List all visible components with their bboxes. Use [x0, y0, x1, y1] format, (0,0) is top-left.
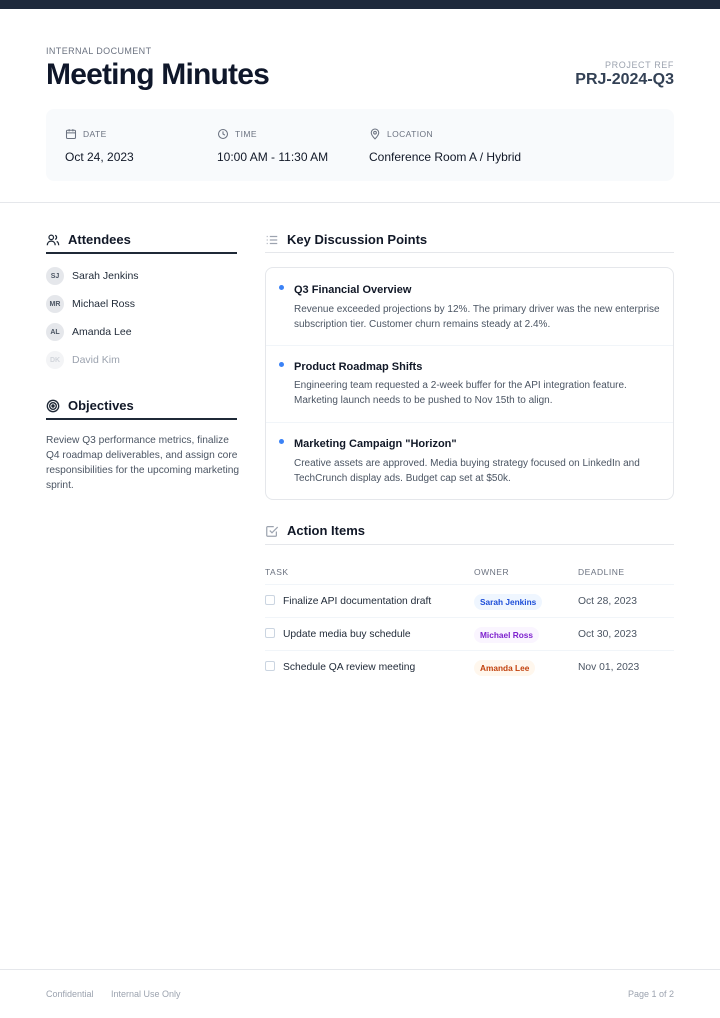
objectives-text: Review Q3 performance metrics, finalize Q4 roadmap deliverables, and assign core responsibilities for the upcoming marketing sprint. — [46, 435, 240, 491]
project-ref-value: PRJ-2024-Q3 — [575, 71, 674, 88]
point-title: Product Roadmap Shifts — [294, 361, 423, 373]
objectives-heading — [46, 398, 134, 413]
discussion-heading — [265, 232, 427, 247]
calendar-icon — [65, 128, 77, 140]
point-body: Revenue exceeded projections by 12%. The primary driver was the new enterprise subscription tier. Customer churn remains steady at 2.4%. — [294, 304, 660, 330]
action-items-heading-text: Action Items — [287, 523, 366, 538]
footer-divider — [0, 969, 720, 970]
table-header-rule — [265, 584, 674, 585]
location-pin-icon — [369, 128, 381, 140]
column-header-task: TASK — [265, 567, 289, 577]
point-title: Q3 Financial Overview — [294, 284, 412, 296]
document-eyebrow: INTERNAL DOCUMENT — [46, 46, 152, 56]
meta-time — [217, 128, 328, 164]
deadline-text: Oct 30, 2023 — [578, 629, 637, 640]
location-value: Conference Room A / Hybrid — [369, 150, 522, 164]
attendee-name: Sarah Jenkins — [72, 270, 139, 282]
page-title: Meeting Minutes — [46, 58, 270, 91]
date-value: Oct 24, 2023 — [65, 150, 134, 164]
attendee-name: David Kim — [72, 354, 120, 366]
meta-date — [65, 128, 134, 164]
target-icon — [46, 399, 60, 413]
objectives-rule — [46, 418, 237, 420]
action-items-heading — [265, 523, 365, 538]
location-label: LOCATION — [387, 129, 434, 139]
document-header — [46, 46, 674, 96]
time-value: 10:00 AM - 11:30 AM — [217, 150, 329, 164]
header-divider — [0, 202, 720, 203]
time-label: TIME — [235, 129, 257, 139]
clock-icon — [217, 128, 229, 140]
deadline-text: Oct 28, 2023 — [578, 596, 637, 607]
bullet-dot — [279, 285, 284, 290]
attendee-item — [46, 267, 139, 285]
avatar: AL — [46, 323, 64, 341]
page-number: Page 1 of 2 — [627, 989, 674, 999]
attendees-heading-text: Attendees — [68, 232, 131, 247]
meeting-meta-panel — [46, 109, 674, 181]
task-checkbox[interactable] — [265, 595, 275, 605]
row-separator — [265, 650, 674, 651]
point-separator — [266, 345, 673, 346]
discussion-points-card — [265, 267, 674, 500]
point-body: Engineering team requested a 2-week buffer for the API integration feature. Marketing launch needs to be pushed to Nov 15th to align. — [294, 380, 627, 406]
task-text: Schedule QA review meeting — [283, 662, 416, 673]
attendees-rule — [46, 252, 237, 254]
attendees-heading — [46, 232, 131, 247]
avatar: DK — [46, 351, 64, 369]
avatar: MR — [46, 295, 64, 313]
column-header-owner: OWNER — [474, 567, 510, 577]
task-text: Finalize API documentation draft — [283, 596, 432, 607]
discussion-rule — [265, 252, 674, 253]
attendee-item — [46, 323, 132, 341]
top-accent-bar — [0, 0, 720, 9]
objectives-heading-text: Objectives — [68, 398, 134, 413]
list-icon — [265, 233, 279, 247]
point-title: Marketing Campaign "Horizon" — [294, 438, 457, 450]
column-header-deadline: DEADLINE — [578, 567, 625, 577]
task-checkbox[interactable] — [265, 628, 275, 638]
meta-location — [369, 128, 521, 164]
task-text: Update media buy schedule — [283, 629, 411, 640]
point-body: Creative assets are approved. Media buying strategy focused on LinkedIn and TechCrunch display ads. Budget cap set at $50k. — [294, 458, 640, 484]
deadline-text: Nov 01, 2023 — [578, 662, 640, 673]
row-separator — [265, 617, 674, 618]
owner-badge: Sarah Jenkins — [474, 594, 542, 610]
attendee-name: Michael Ross — [72, 298, 136, 310]
footer-internal-use: Internal Use Only — [111, 989, 181, 999]
action-items-rule — [265, 544, 674, 545]
attendee-item-absent — [46, 351, 120, 369]
footer-confidential: Confidential — [46, 989, 94, 999]
task-checkbox[interactable] — [265, 661, 275, 671]
bullet-dot — [279, 362, 284, 367]
attendee-item — [46, 295, 135, 313]
discussion-heading-text: Key Discussion Points — [287, 232, 428, 247]
owner-badge: Amanda Lee — [474, 660, 535, 676]
avatar: SJ — [46, 267, 64, 285]
project-ref-label: PROJECT REF — [605, 60, 674, 70]
owner-badge: Michael Ross — [474, 627, 539, 643]
checkbox-check-icon — [265, 524, 279, 538]
bullet-dot — [279, 439, 284, 444]
date-label: DATE — [83, 129, 107, 139]
attendee-name: Amanda Lee — [72, 326, 132, 338]
users-icon — [46, 233, 60, 247]
point-separator — [266, 422, 673, 423]
